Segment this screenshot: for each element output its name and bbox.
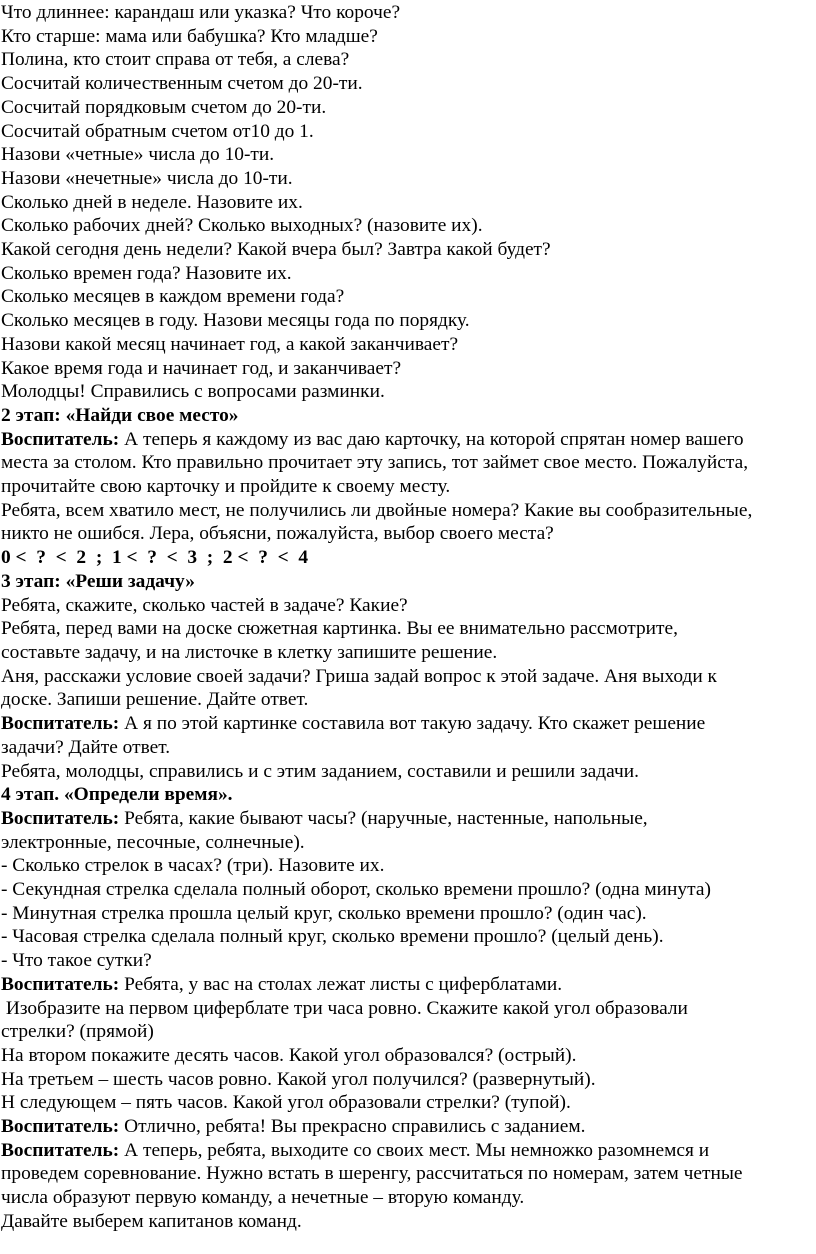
- stage-3-text: Ребята, скажите, сколько частей в задаче? Какие?: [1, 594, 408, 616]
- warmup-line: Сосчитай порядковым счетом до 20-ти.: [1, 96, 327, 118]
- clock-task-line: На третьем – шесть часов ровно. Какой угол получился? (развернутый).: [1, 1068, 596, 1090]
- stage-3-text: задачи? Дайте ответ.: [1, 736, 171, 758]
- stage-2-text: места за столом. Кто правильно прочитает эту запись, тот займет свое место. Пожалуйста,: [1, 452, 749, 474]
- stage-2-section: [1, 404, 815, 570]
- stage-3-text: А я по этой картинке составила вот такую задачу. Кто скажет решение: [119, 713, 706, 735]
- stage-2-text: прочитайте свою карточку и пройдите к своему месту.: [1, 476, 451, 498]
- stage-3-text: Ребята, перед вами на доске сюжетная картинка. Вы ее внимательно рассмотрите,: [1, 618, 678, 640]
- warmup-line: Сколько месяцев в каждом времени года?: [1, 286, 345, 308]
- dialogue-line: - Сколько стрелок в часах? (три). Назовите их.: [1, 855, 385, 877]
- stage-2-text: никто не ошибся. Лера, объясни, пожалуйста, выбор своего места?: [1, 523, 554, 545]
- stage-3-text: составьте задачу, и на листочке в клетку запишите решение.: [1, 641, 498, 663]
- stage-2-heading: 2 этап: «Найди свое место»: [1, 404, 239, 426]
- warmup-line: Полина, кто стоит справа от тебя, а слева?: [1, 49, 350, 71]
- warmup-line: Кто старше: мама или бабушка? Кто младше?: [1, 25, 378, 47]
- warmup-line: Что длиннее: карандаш или указка? Что короче?: [1, 2, 401, 23]
- dialogue-line: - Секундная стрелка сделала полный оборот, сколько времени прошло? (одна минута): [1, 879, 711, 901]
- warmup-line: Сколько дней в неделе. Назовите их.: [1, 191, 303, 213]
- stage-3-text: Ребята, молодцы, справились и с этим заданием, составили и решили задачи.: [1, 760, 639, 782]
- stage-4-text: числа образуют первую команду, а нечетные – вторую команду.: [1, 1187, 525, 1209]
- stage-3-text: доске. Запиши решение. Дайте ответ.: [1, 689, 309, 711]
- stage-3-section: [1, 570, 815, 783]
- teacher-label: Воспитатель:: [1, 1116, 120, 1138]
- warmup-line: Сколько месяцев в году. Назови месяцы года по порядку.: [1, 310, 470, 332]
- teacher-label: Воспитатель:: [1, 713, 120, 735]
- warmup-line: Сосчитай обратным счетом от10 до 1.: [1, 120, 314, 142]
- stage-4-text: Отлично, ребята! Вы прекрасно справились с заданием.: [119, 1116, 586, 1138]
- dialogue-line: - Минутная стрелка прошла целый круг, сколько времени прошло? (один час).: [1, 902, 647, 924]
- warmup-line: Какое время года и начинает год, и заканчивает?: [1, 357, 402, 379]
- clock-task-line: Изобразите на первом циферблате три часа ровно. Скажите какой угол образовали: [1, 997, 688, 1019]
- teacher-label: Воспитатель:: [1, 807, 120, 829]
- inequalities-line: 0 < ? < 2 ; 1 < ? < 3 ; 2 < ? < 4: [1, 547, 309, 569]
- warmup-line: Назови «нечетные» числа до 10-ти.: [1, 167, 293, 189]
- warmup-line: Назови «четные» числа до 10-ти.: [1, 144, 275, 166]
- stage-4-heading: 4 этап. «Определи время».: [1, 784, 233, 806]
- teacher-label: Воспитатель:: [1, 973, 120, 995]
- document-page: [1, 0, 815, 1234]
- warmup-line: Назови какой месяц начинает год, а какой заканчивает?: [1, 333, 459, 355]
- warmup-questions: [1, 1, 815, 404]
- dialogue-line: - Часовая стрелка сделала полный круг, сколько времени прошло? (целый день).: [1, 926, 664, 948]
- stage-2-text: Ребята, всем хватило мест, не получились ли двойные номера? Какие вы сообразительные,: [1, 499, 753, 521]
- stage-3-heading: 3 этап: «Реши задачу»: [1, 570, 195, 592]
- stage-4-text: Ребята, какие бывают часы? (наручные, настенные, напольные,: [119, 807, 648, 829]
- dialogue-line: - Что такое сутки?: [1, 950, 152, 972]
- stage-4-text: Ребята, у вас на столах лежат листы с циферблатами.: [119, 973, 563, 995]
- stage-4-text: А теперь, ребята, выходите со своих мест. Мы немножко разомнемся и: [119, 1139, 710, 1161]
- clock-task-line: На втором покажите десять часов. Какой угол образовался? (острый).: [1, 1044, 577, 1066]
- stage-4-text: проведем соревнование. Нужно встать в шеренгу, рассчитаться по номерам, затем четные: [1, 1163, 743, 1185]
- warmup-line: Какой сегодня день недели? Какой вчера был? Завтра какой будет?: [1, 239, 551, 261]
- stage-3-text: Аня, расскажи условие своей задачи? Гриша задай вопрос к этой задаче. Аня выходи к: [1, 665, 717, 687]
- warmup-line: Молодцы! Справились с вопросами разминки.: [1, 381, 385, 403]
- stage-4-text: электронные, песочные, солнечные).: [1, 831, 305, 853]
- teacher-label: Воспитатель:: [1, 1139, 120, 1161]
- stage-4-section: [1, 783, 815, 1233]
- warmup-line: Сколько времен года? Назовите их.: [1, 262, 292, 284]
- clock-task-line: Н следующем – пять часов. Какой угол образовали стрелки? (тупой).: [1, 1092, 571, 1114]
- stage-2-text: А теперь я каждому из вас даю карточку, на которой спрятан номер вашего: [119, 428, 744, 450]
- warmup-line: Сколько рабочих дней? Сколько выходных? (назовите их).: [1, 215, 483, 237]
- closing-line: Давайте выберем капитанов команд.: [1, 1210, 302, 1232]
- warmup-line: Сосчитай количественным счетом до 20-ти.: [1, 73, 363, 95]
- clock-task-line: стрелки? (прямой): [1, 1021, 154, 1043]
- teacher-label: Воспитатель:: [1, 428, 120, 450]
